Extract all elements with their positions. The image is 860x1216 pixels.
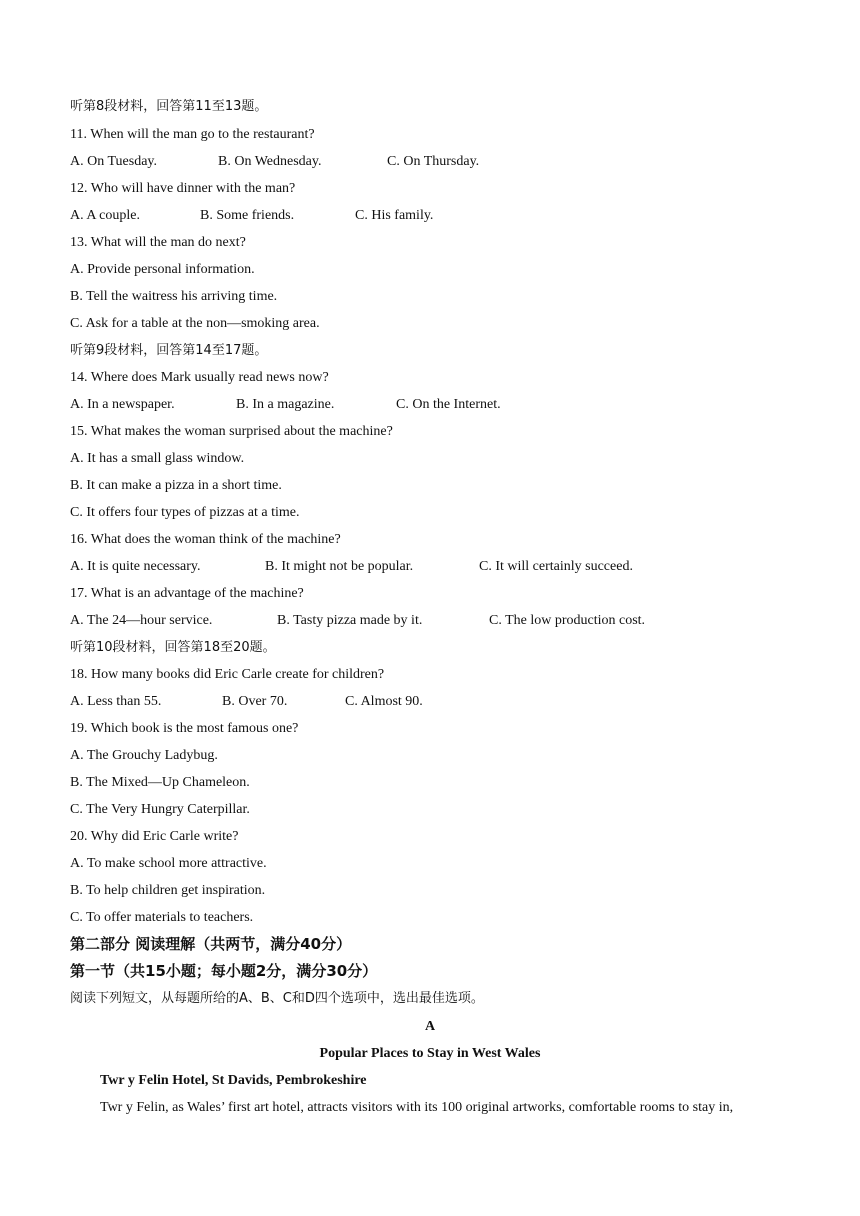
question-17: 17. What is an advantage of the machine? [70,586,304,601]
option-a: A. Provide personal information. [70,262,255,277]
option-c: C. His family. [355,208,434,223]
option-b: B. Over 70. [222,694,288,709]
option-a: A. It is quite necessary. [70,559,201,574]
option-c: C. On Thursday. [387,154,480,169]
option-b: B. To help children get inspiration. [70,883,266,898]
option-b: B. It might not be popular. [265,559,414,574]
part2-title: 第二部分 阅读理解（共两节，满分40分） [70,935,352,953]
option-b: B. On Wednesday. [218,154,322,169]
option-b: B. Tell the waitress his arriving time. [70,289,278,304]
option-c: C. It offers four types of pizzas at a time. [70,505,300,520]
option-a: A. It has a small glass window. [70,451,245,466]
option-a: A. The 24—hour service. [70,613,213,628]
passage-title: Popular Places to Stay in West Wales [319,1046,541,1061]
option-a: A. In a newspaper. [70,397,175,412]
option-b: B. Some friends. [200,208,295,223]
option-c: C. The Very Hungry Caterpillar. [70,802,250,817]
section8-header: 听第8段材料，回答第11至13题。 [70,99,268,114]
option-a: A. The Grouchy Ladybug. [70,748,218,763]
section10-header: 听第10段材料，回答第18至20题。 [70,640,276,655]
option-c: C. Ask for a table at the non—smoking area. [70,316,320,331]
option-a: A. On Tuesday. [70,154,157,169]
question-19: 19. Which book is the most famous one? [70,721,299,736]
question-13: 13. What will the man do next? [70,235,246,250]
question-20: 20. Why did Eric Carle write? [70,829,239,844]
question-18: 18. How many books did Eric Carle create for children? [70,667,385,682]
section9-header: 听第9段材料，回答第14至17题。 [70,343,268,358]
option-c: C. Almost 90. [345,694,423,709]
hotel-name: Twr y Felin Hotel, St Davids, Pembrokeshire [100,1073,367,1088]
question-14: 14. Where does Mark usually read news now? [70,370,329,385]
option-c: C. To offer materials to teachers. [70,910,254,925]
passage-letter: A [424,1019,436,1034]
part2-instruction: 阅读下列短文，从每题所给的A、B、C和D四个选项中，选出最佳选项。 [70,991,484,1006]
question-16: 16. What does the woman think of the machine? [70,532,341,547]
option-b: B. Tasty pizza made by it. [277,613,423,628]
question-11: 11. When will the man go to the restaurant? [70,127,315,142]
option-c: C. It will certainly succeed. [479,559,633,574]
option-a: A. To make school more attractive. [70,856,267,871]
question-12: 12. Who will have dinner with the man? [70,181,296,196]
part2-subtitle: 第一节（共15小题；每小题2分，满分30分） [70,962,378,980]
option-b: B. In a magazine. [236,397,335,412]
option-b: B. It can make a pizza in a short time. [70,478,282,493]
hotel-text: Twr y Felin, as Wales’ first art hotel, attracts visitors with its 100 original artworks, comfortable rooms to stay in, [100,1100,734,1115]
option-a: A. Less than 55. [70,694,162,709]
option-c: C. The low production cost. [489,613,646,628]
option-b: B. The Mixed—Up Chameleon. [70,775,250,790]
option-a: A. A couple. [70,208,140,223]
question-15: 15. What makes the woman surprised about the machine? [70,424,393,439]
option-c: C. On the Internet. [396,397,501,412]
